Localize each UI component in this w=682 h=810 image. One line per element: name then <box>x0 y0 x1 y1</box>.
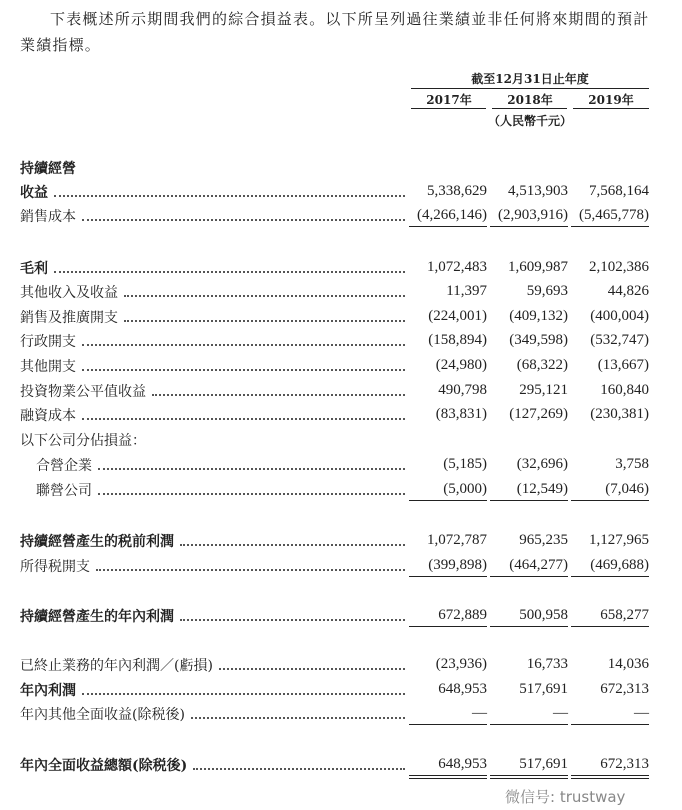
row-label: 所得税開支 <box>20 559 90 575</box>
subtotal-rule <box>490 724 568 725</box>
row-label: 以下公司分佔損益： <box>20 433 146 449</box>
leader-dots <box>193 768 405 770</box>
leader-dots <box>54 271 405 273</box>
subtotal-rule <box>409 500 487 501</box>
row-label-cell <box>20 531 405 551</box>
value-2018: (32,696) <box>516 456 568 472</box>
table-row <box>0 531 682 553</box>
row-label: 持續經營產生的年內利潤 <box>20 609 174 625</box>
value-2017: (224,001) <box>428 308 487 324</box>
table-row <box>0 307 682 329</box>
row-label: 銷售及推廣開支 <box>20 310 118 326</box>
value-2019: (13,667) <box>597 357 649 373</box>
table-row <box>0 206 682 228</box>
row-label-cell <box>20 455 405 475</box>
value-2017: (158,894) <box>428 332 487 348</box>
subtotal-rule <box>571 226 649 227</box>
table-row <box>0 455 682 477</box>
row-label: 行政開支 <box>20 334 76 350</box>
value-2018: (2,903,916) <box>498 207 568 223</box>
value-2018: 16,733 <box>526 656 568 672</box>
value-2017: (24,980) <box>435 357 487 373</box>
row-label-cell <box>20 606 405 626</box>
subtotal-rule <box>571 576 649 577</box>
table-row <box>0 182 682 204</box>
subtotal-rule <box>490 626 568 627</box>
row-label: 融資成本 <box>20 408 76 424</box>
period-header: 截至12月31日止年度 <box>471 72 589 86</box>
value-2019: 672,313 <box>600 681 649 697</box>
row-label: 毛利 <box>20 261 48 277</box>
total-double-rule <box>490 775 568 779</box>
value-2018: (68,322) <box>516 357 568 373</box>
value-2017: 11,397 <box>446 283 487 299</box>
row-label-cell <box>20 356 405 376</box>
row-label: 年內其他全面收益(除税後) <box>20 707 185 723</box>
row-label-cell <box>20 655 405 675</box>
value-2018: 59,693 <box>526 283 568 299</box>
year-rule <box>573 108 649 109</box>
value-2018: (409,132) <box>509 308 568 324</box>
year-header-2019: 2019年 <box>588 93 634 107</box>
value-2018: (127,269) <box>509 406 568 422</box>
row-label-cell <box>20 206 405 226</box>
row-label: 投資物業公平值收益 <box>20 384 146 400</box>
leader-dots <box>219 668 405 670</box>
leader-dots <box>82 418 405 420</box>
row-label: 年內利潤 <box>20 683 76 699</box>
value-2017: (4,266,146) <box>417 207 487 223</box>
table-row <box>0 405 682 427</box>
intro-line-2: 業績指標。 <box>20 36 102 54</box>
value-2019: 160,840 <box>600 382 649 398</box>
total-double-rule <box>409 775 487 779</box>
leader-dots <box>82 219 405 221</box>
row-label-cell <box>20 430 405 450</box>
value-2019: 672,313 <box>600 756 649 772</box>
leader-dots <box>180 619 405 621</box>
value-2018: 517,691 <box>519 681 568 697</box>
year-header-2018: 2018年 <box>507 93 553 107</box>
value-2018: 4,513,903 <box>508 183 568 199</box>
leader-dots <box>98 493 405 495</box>
value-2017: (5,185) <box>443 456 487 472</box>
subtotal-rule <box>409 226 487 227</box>
watermark: 微信号: trustway <box>505 788 626 806</box>
subtotal-rule <box>409 576 487 577</box>
intro-line-1: 下表概述所示期間我們的綜合損益表。以下所呈列過往業績並非任何將來期間的預計 <box>50 10 650 28</box>
value-2017: (5,000) <box>443 481 487 497</box>
value-2019: 658,277 <box>600 607 649 623</box>
value-2019: 14,036 <box>607 656 649 672</box>
row-label: 持續經營 <box>20 161 76 177</box>
value-2019: (400,004) <box>590 308 649 324</box>
subtotal-rule <box>409 724 487 725</box>
value-2019: 44,826 <box>607 283 649 299</box>
value-2018: (464,277) <box>509 557 568 573</box>
row-label: 合營企業 <box>36 458 92 474</box>
unit-label: （人民幣千元） <box>487 114 572 128</box>
subtotal-rule <box>571 500 649 501</box>
row-label: 收益 <box>20 185 48 201</box>
value-2018: (349,598) <box>509 332 568 348</box>
subtotal-rule <box>490 500 568 501</box>
value-2017: — <box>472 705 487 721</box>
value-2017: 490,798 <box>438 382 487 398</box>
table-row <box>0 606 682 628</box>
header-rule <box>411 88 649 89</box>
table-row <box>0 331 682 353</box>
table-row <box>0 556 682 578</box>
value-2018: 1,609,987 <box>508 259 568 275</box>
value-2019: (5,465,778) <box>579 207 649 223</box>
table-row <box>0 158 682 180</box>
row-label-cell <box>20 282 405 302</box>
value-2019: 1,127,965 <box>589 532 649 548</box>
leader-dots <box>96 569 405 571</box>
value-2018: 500,958 <box>519 607 568 623</box>
year-rule <box>411 108 486 109</box>
leader-dots <box>54 195 405 197</box>
subtotal-rule <box>571 626 649 627</box>
row-label-cell <box>20 258 405 278</box>
row-label-cell <box>20 307 405 327</box>
value-2018: — <box>553 705 568 721</box>
table-row <box>0 258 682 280</box>
row-label-cell <box>20 704 405 724</box>
value-2018: 965,235 <box>519 532 568 548</box>
value-2017: (23,936) <box>435 656 487 672</box>
row-label: 其他開支 <box>20 359 76 375</box>
value-2017: 1,072,787 <box>427 532 487 548</box>
leader-dots <box>82 369 405 371</box>
leader-dots <box>180 544 405 546</box>
subtotal-rule <box>490 226 568 227</box>
value-2019: (532,747) <box>590 332 649 348</box>
value-2019: (230,381) <box>590 406 649 422</box>
value-2017: 1,072,483 <box>427 259 487 275</box>
value-2019: 7,568,164 <box>589 183 649 199</box>
value-2018: 517,691 <box>519 756 568 772</box>
value-2019: — <box>634 705 649 721</box>
row-label-cell <box>20 182 405 202</box>
row-label-cell <box>20 556 405 576</box>
subtotal-rule <box>490 576 568 577</box>
value-2017: 672,889 <box>438 607 487 623</box>
table-row <box>0 356 682 378</box>
row-label: 年內全面收益總額(除税後) <box>20 758 188 774</box>
subtotal-rule <box>409 626 487 627</box>
row-label-cell <box>20 480 405 500</box>
year-header-2017: 2017年 <box>426 93 472 107</box>
leader-dots <box>191 717 405 719</box>
table-row <box>0 655 682 677</box>
row-label: 持續經營產生的税前利潤 <box>20 534 174 550</box>
table-row <box>0 480 682 502</box>
leader-dots <box>124 320 405 322</box>
table-row <box>0 381 682 403</box>
value-2018: (12,549) <box>516 481 568 497</box>
leader-dots <box>82 344 405 346</box>
table-row <box>0 680 682 702</box>
row-label-cell <box>20 158 405 178</box>
row-label: 聯營公司 <box>36 483 92 499</box>
row-label-cell <box>20 755 405 775</box>
value-2019: 2,102,386 <box>589 259 649 275</box>
value-2017: (399,898) <box>428 557 487 573</box>
row-label: 銷售成本 <box>20 209 76 225</box>
table-row <box>0 704 682 726</box>
leader-dots <box>124 295 405 297</box>
table-row <box>0 282 682 304</box>
table-row <box>0 430 682 452</box>
value-2019: 3,758 <box>615 456 649 472</box>
value-2019: (469,688) <box>590 557 649 573</box>
value-2019: (7,046) <box>605 481 649 497</box>
row-label-cell <box>20 331 405 351</box>
value-2017: 5,338,629 <box>427 183 487 199</box>
value-2017: (83,831) <box>435 406 487 422</box>
subtotal-rule <box>571 724 649 725</box>
year-rule <box>492 108 567 109</box>
row-label: 已終止業務的年內利潤／(虧損) <box>20 658 213 674</box>
row-label-cell <box>20 381 405 401</box>
table-row <box>0 755 682 777</box>
value-2017: 648,953 <box>438 681 487 697</box>
leader-dots <box>152 394 405 396</box>
row-label-cell <box>20 680 405 700</box>
row-label-cell <box>20 405 405 425</box>
value-2018: 295,121 <box>519 382 568 398</box>
row-label: 其他收入及收益 <box>20 285 118 301</box>
leader-dots <box>98 468 405 470</box>
value-2017: 648,953 <box>438 756 487 772</box>
leader-dots <box>82 693 405 695</box>
total-double-rule <box>571 775 649 779</box>
